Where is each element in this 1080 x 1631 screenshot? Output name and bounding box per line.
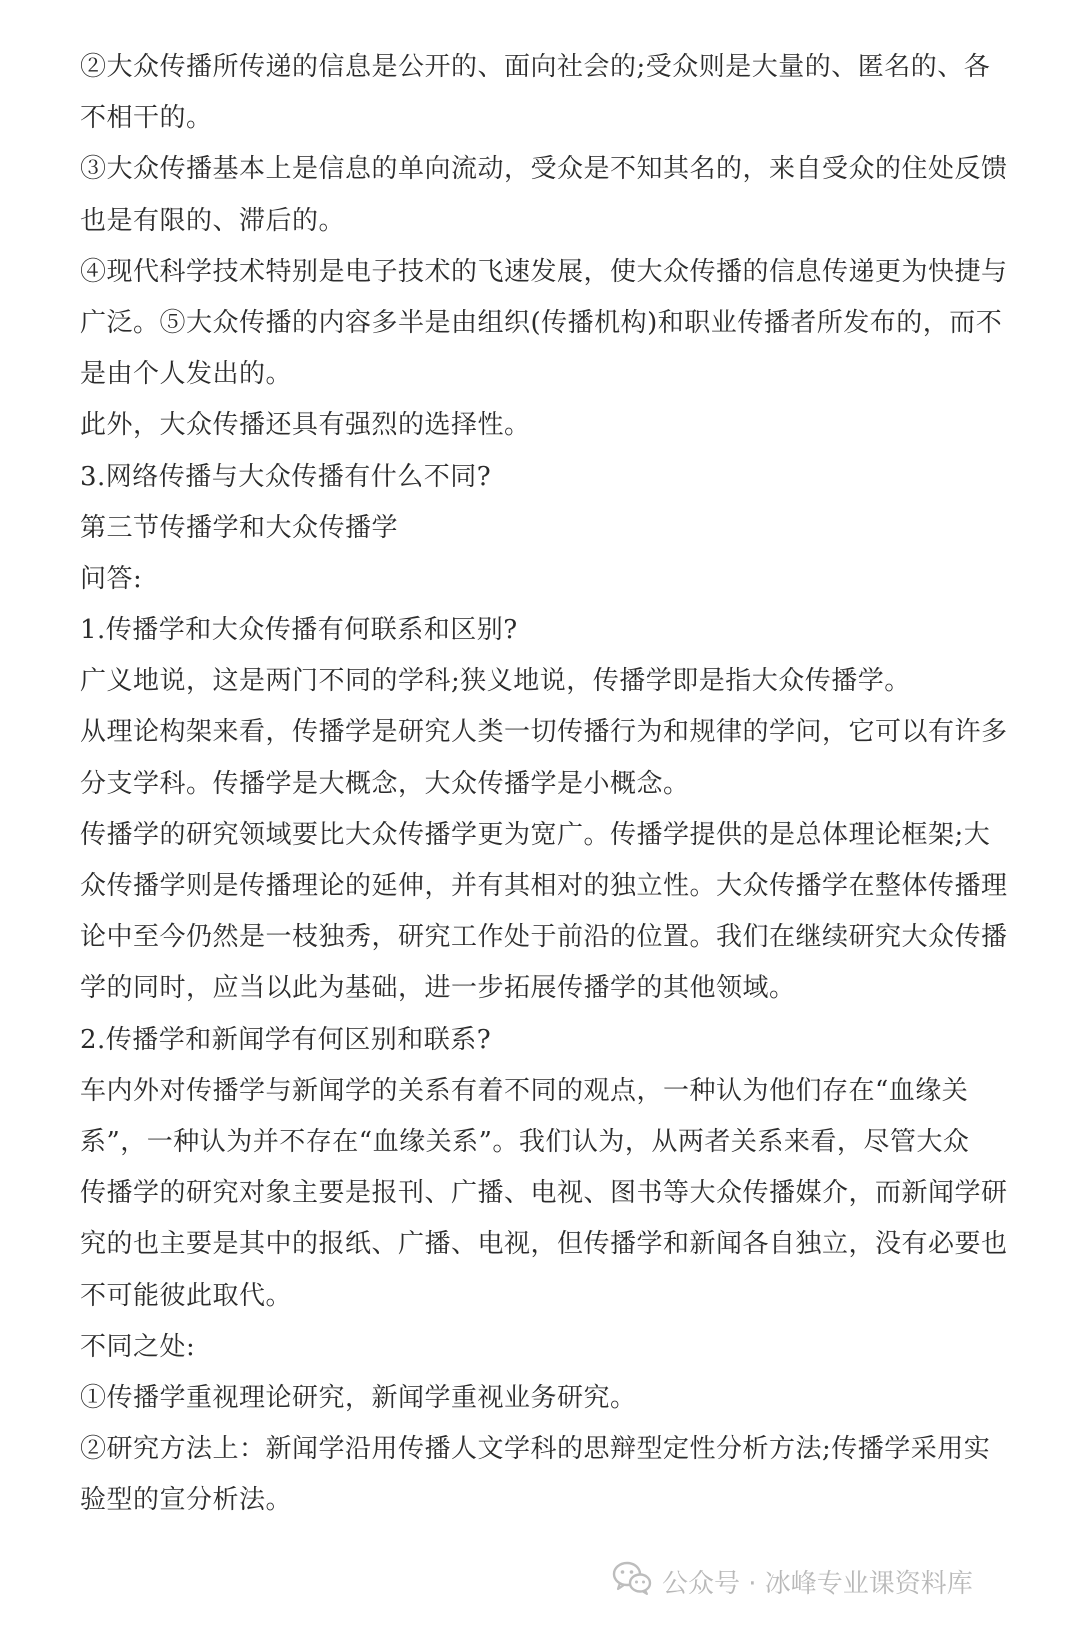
- text-line: 分支学科。传播学是大概念，大众传播学是小概念。: [80, 768, 690, 799]
- text-line: ①传播学重视理论研究，新闻学重视业务研究。: [80, 1382, 637, 1413]
- text-line: 学的同时，应当以此为基础，进一步拓展传播学的其他领域。: [80, 973, 796, 1004]
- text-line: 众传播学则是传播理论的延伸，并有其相对的独立性。大众传播学在整体传播理: [80, 871, 1008, 901]
- watermark: [612, 1561, 973, 1601]
- text-line: 车内外对传播学与新闻学的关系有着不同的观点，一种认为他们存在“血缘关: [80, 1075, 969, 1106]
- text-line: 是由个人发出的。: [80, 359, 293, 390]
- text-line: 不相干的。: [80, 103, 213, 134]
- text-line: 究的也主要是其中的报纸、广播、电视，但传播学和新闻各自独立，没有必要也: [80, 1229, 1008, 1260]
- section-heading: 第三节传播学和大众传播学: [80, 512, 399, 543]
- text-line: 论中至今仍然是一枝独秀，研究工作处于前沿的位置。我们在继续研究大众传播: [80, 922, 1008, 953]
- text-line: 不可能彼此取代。: [80, 1280, 293, 1311]
- text-line: 系”，一种认为并不存在“血缘关系”。我们认为，从两者关系来看，尽管大众: [80, 1126, 970, 1157]
- question-heading: 2.传播学和新闻学有何区别和联系?: [80, 1024, 492, 1055]
- document-body: [80, 42, 1008, 1526]
- watermark-text: 公众号 · 冰峰专业课资料库: [662, 1568, 973, 1599]
- text-line: 从理论构架来看，传播学是研究人类一切传播行为和规律的学问，它可以有许多: [80, 717, 1008, 748]
- text-line: ③大众传播基本上是信息的单向流动，受众是不知其名的，来自受众的住处反馈: [80, 154, 1008, 185]
- text-line: 验型的宣分析法。: [80, 1485, 293, 1516]
- text-line: 广义地说，这是两门不同的学科;狭义地说，传播学即是指大众传播学。: [80, 666, 911, 697]
- text-line: ②大众传播所传递的信息是公开的、面向社会的;受众则是大量的、匿名的、各: [80, 52, 991, 82]
- qa-label: 问答:: [80, 563, 143, 594]
- text-line: ②研究方法上：新闻学沿用传播人文学科的思辩型定性分析方法;传播学采用实: [80, 1434, 991, 1465]
- text-line: 也是有限的、滞后的。: [80, 205, 346, 236]
- subheading: 不同之处:: [80, 1331, 196, 1362]
- text-line: 传播学的研究领域要比大众传播学更为宽广。传播学提供的是总体理论框架;大: [80, 819, 991, 850]
- question-heading: 1.传播学和大众传播有何联系和区别?: [80, 615, 518, 646]
- question-heading: 3.网络传播与大众传播有什么不同?: [80, 461, 492, 492]
- text-line: 此外，大众传播还具有强烈的选择性。: [80, 410, 531, 441]
- text-line: 广泛。⑤大众传播的内容多半是由组织(传播机构)和职业传播者所发布的，而不: [80, 307, 1003, 338]
- text-line: ④现代科学技术特别是电子技术的飞速发展，使大众传播的信息传递更为快捷与: [80, 256, 1008, 287]
- wechat-icon: [612, 1560, 662, 1603]
- text-line: 传播学的研究对象主要是报刊、广播、电视、图书等大众传播媒介，而新闻学研: [80, 1178, 1008, 1209]
